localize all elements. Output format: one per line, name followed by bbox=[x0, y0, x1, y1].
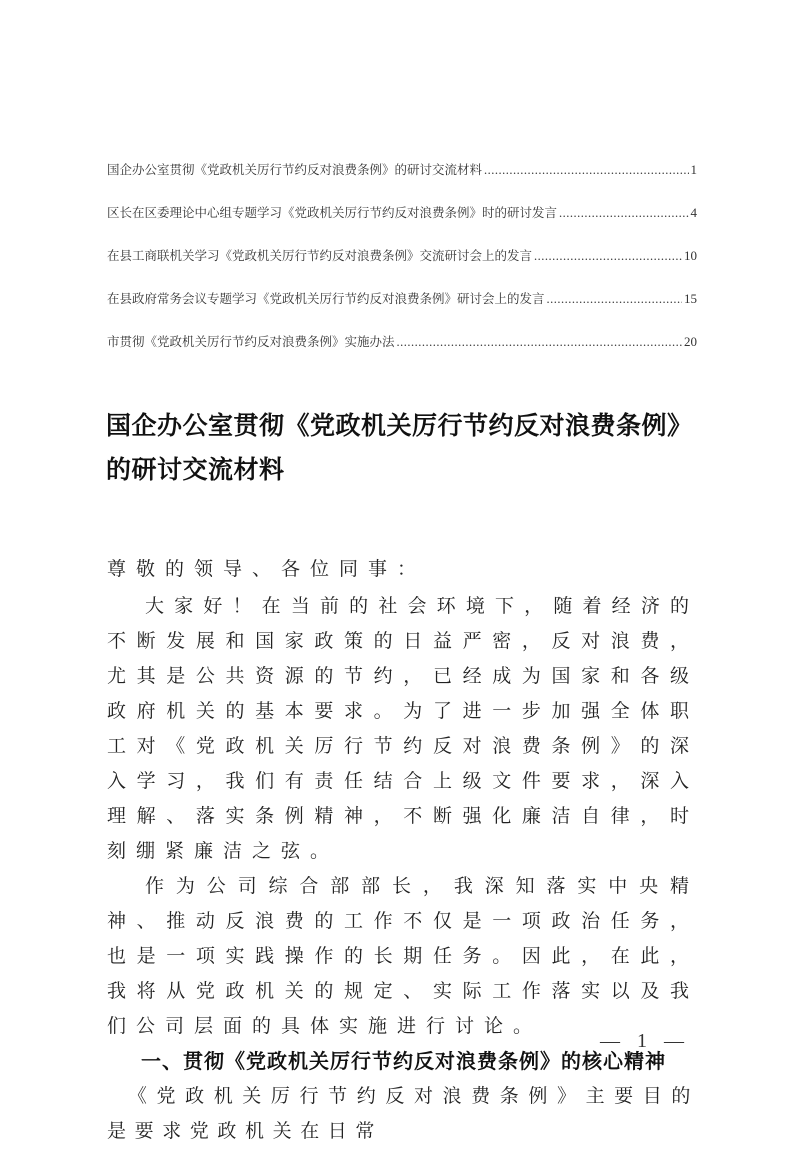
toc-entry[interactable] bbox=[107, 332, 697, 375]
toc-entry-title: 在县政府常务会议专题学习《党政机关厉行节约反对浪费条例》研讨会上的发言 bbox=[107, 291, 545, 306]
toc-entry[interactable] bbox=[107, 203, 697, 246]
toc-entry[interactable] bbox=[107, 246, 697, 289]
page-number: — 1 — bbox=[600, 1030, 690, 1052]
toc-entry[interactable] bbox=[107, 289, 697, 332]
table-of-contents bbox=[107, 160, 697, 375]
body-paragraph: 大家好！在当前的社会环境下，随着经济的不断发展和国家政策的日益严密，反对浪费，尤其是公共资源的节约，已经成为国家和各级政府机关的基本要求。为了进一步加强全体职工对《党政机关厉行节约反对浪费条例》的深入学习，我们有责任结合上级文件要求，深入理解、落实条例精神，不断强化廉洁自律，时刻绷紧廉洁之弦。 bbox=[107, 595, 699, 862]
toc-dot-leader bbox=[534, 246, 682, 266]
toc-dot-leader bbox=[484, 160, 688, 180]
toc-dot-leader bbox=[547, 289, 682, 309]
toc-entry-page: 15 bbox=[684, 291, 697, 306]
toc-entry-page: 20 bbox=[684, 334, 697, 349]
toc-entry[interactable] bbox=[107, 160, 697, 203]
toc-entry-page: 1 bbox=[690, 162, 697, 177]
body-paragraph: 作为公司综合部部长，我深知落实中央精神、推动反浪费的工作不仅是一项政治任务，也是一项实践操作的长期任务。因此，在此，我将从党政机关的规定、实际工作落实以及我们公司层面的具体实施进行讨论。 bbox=[107, 875, 699, 1037]
toc-dot-leader bbox=[559, 203, 688, 223]
toc-entry-page: 4 bbox=[690, 205, 697, 220]
toc-entry-page: 10 bbox=[684, 248, 697, 263]
document-title: 国企办公室贯彻《党政机关厉行节约反对浪费条例》的研讨交流材料 bbox=[106, 411, 693, 484]
toc-entry-title: 市贯彻《党政机关厉行节约反对浪费条例》实施办法 bbox=[107, 334, 395, 349]
toc-entry-title: 国企办公室贯彻《党政机关厉行节约反对浪费条例》的研讨交流材料 bbox=[107, 162, 483, 177]
toc-entry-title: 在县工商联机关学习《党政机关厉行节约反对浪费条例》交流研讨会上的发言 bbox=[107, 248, 533, 263]
toc-entry-title: 区长在区委理论中心组专题学习《党政机关厉行节约反对浪费条例》时的研讨发言 bbox=[107, 205, 558, 220]
salutation: 尊敬的领导、各位同事： bbox=[107, 558, 427, 580]
section-heading: 一、贯彻《党政机关厉行节约反对浪费条例》的核心精神 bbox=[141, 1049, 666, 1073]
body-paragraph: 《党政机关厉行节约反对浪费条例》主要目的是要求党政机关在日常 bbox=[107, 1085, 699, 1142]
document-body bbox=[107, 552, 699, 1149]
toc-dot-leader bbox=[397, 332, 682, 352]
